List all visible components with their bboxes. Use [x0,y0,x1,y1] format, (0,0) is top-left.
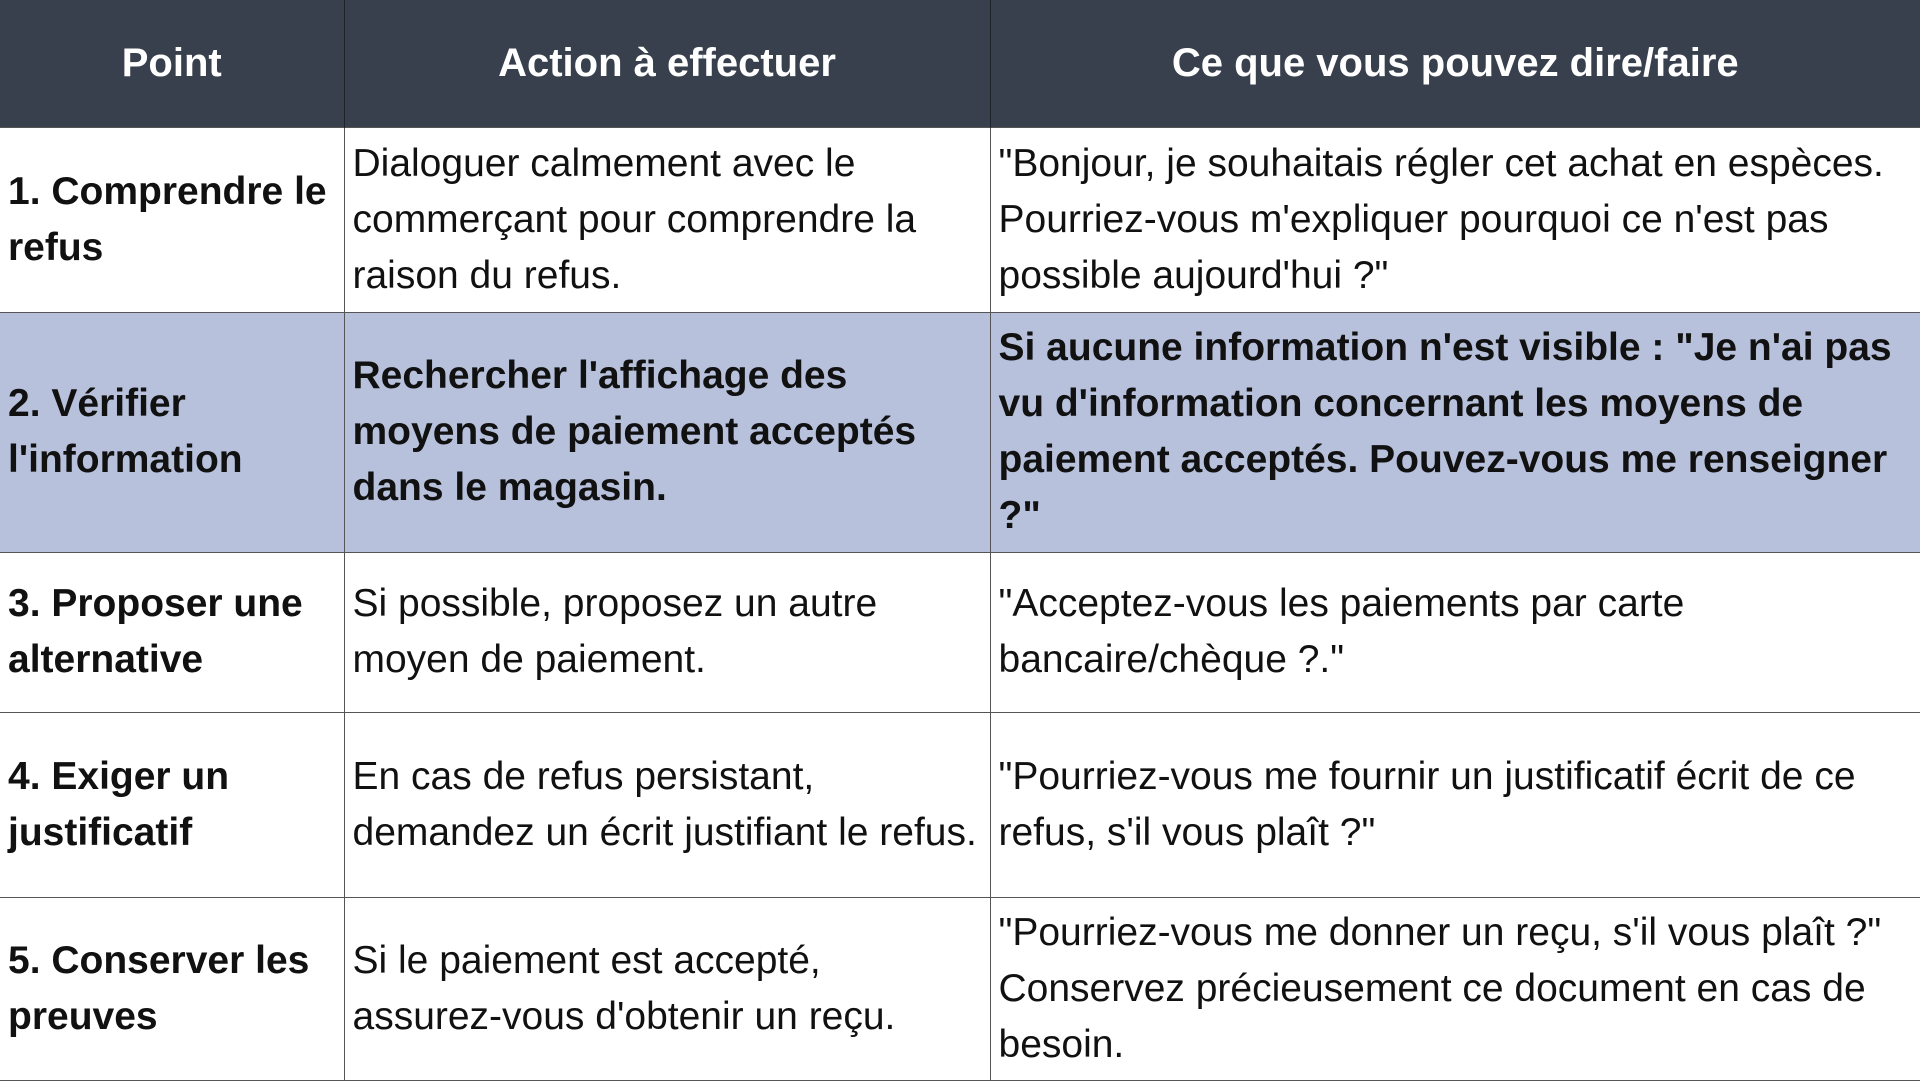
header-point: Point [0,0,344,127]
cell-action: En cas de refus persistant, demandez un écrit justifiant le refus. [344,712,990,897]
cell-action: Rechercher l'affichage des moyens de paiement acceptés dans le magasin. [344,312,990,552]
cell-say: "Pourriez-vous me donner un reçu, s'il vous plaît ?" Conservez précieusement ce document en cas de besoin. [990,897,1920,1080]
table-body [0,127,1920,1080]
cell-say: "Bonjour, je souhaitais régler cet achat en espèces. Pourriez-vous m'expliquer pourquoi ce n'est pas possible aujourd'hui ?" [990,127,1920,312]
table-row [0,897,1920,1080]
table-row-highlighted [0,312,1920,552]
cell-action: Si possible, proposez un autre moyen de paiement. [344,552,990,712]
table-header [0,0,1920,127]
cell-point: 3. Proposer une alternative [0,552,344,712]
header-row [0,0,1920,127]
header-action: Action à effectuer [344,0,990,127]
cell-action: Dialoguer calmement avec le commerçant pour comprendre la raison du refus. [344,127,990,312]
cell-point: 5. Conserver les preuves [0,897,344,1080]
table-row [0,127,1920,312]
cell-say: "Acceptez-vous les paiements par carte bancaire/chèque ?." [990,552,1920,712]
cell-point: 4. Exiger un justificatif [0,712,344,897]
cell-say: "Pourriez-vous me fournir un justificatif écrit de ce refus, s'il vous plaît ?" [990,712,1920,897]
cell-say: Si aucune information n'est visible : "Je n'ai pas vu d'information concernant les moyens de paiement acceptés. Pouvez-vous me renseigner ?" [990,312,1920,552]
header-say: Ce que vous pouvez dire/faire [990,0,1920,127]
table-row [0,712,1920,897]
cell-point: 2. Vérifier l'information [0,312,344,552]
table-row [0,552,1920,712]
cell-point: 1. Comprendre le refus [0,127,344,312]
cell-action: Si le paiement est accepté, assurez-vous d'obtenir un reçu. [344,897,990,1080]
